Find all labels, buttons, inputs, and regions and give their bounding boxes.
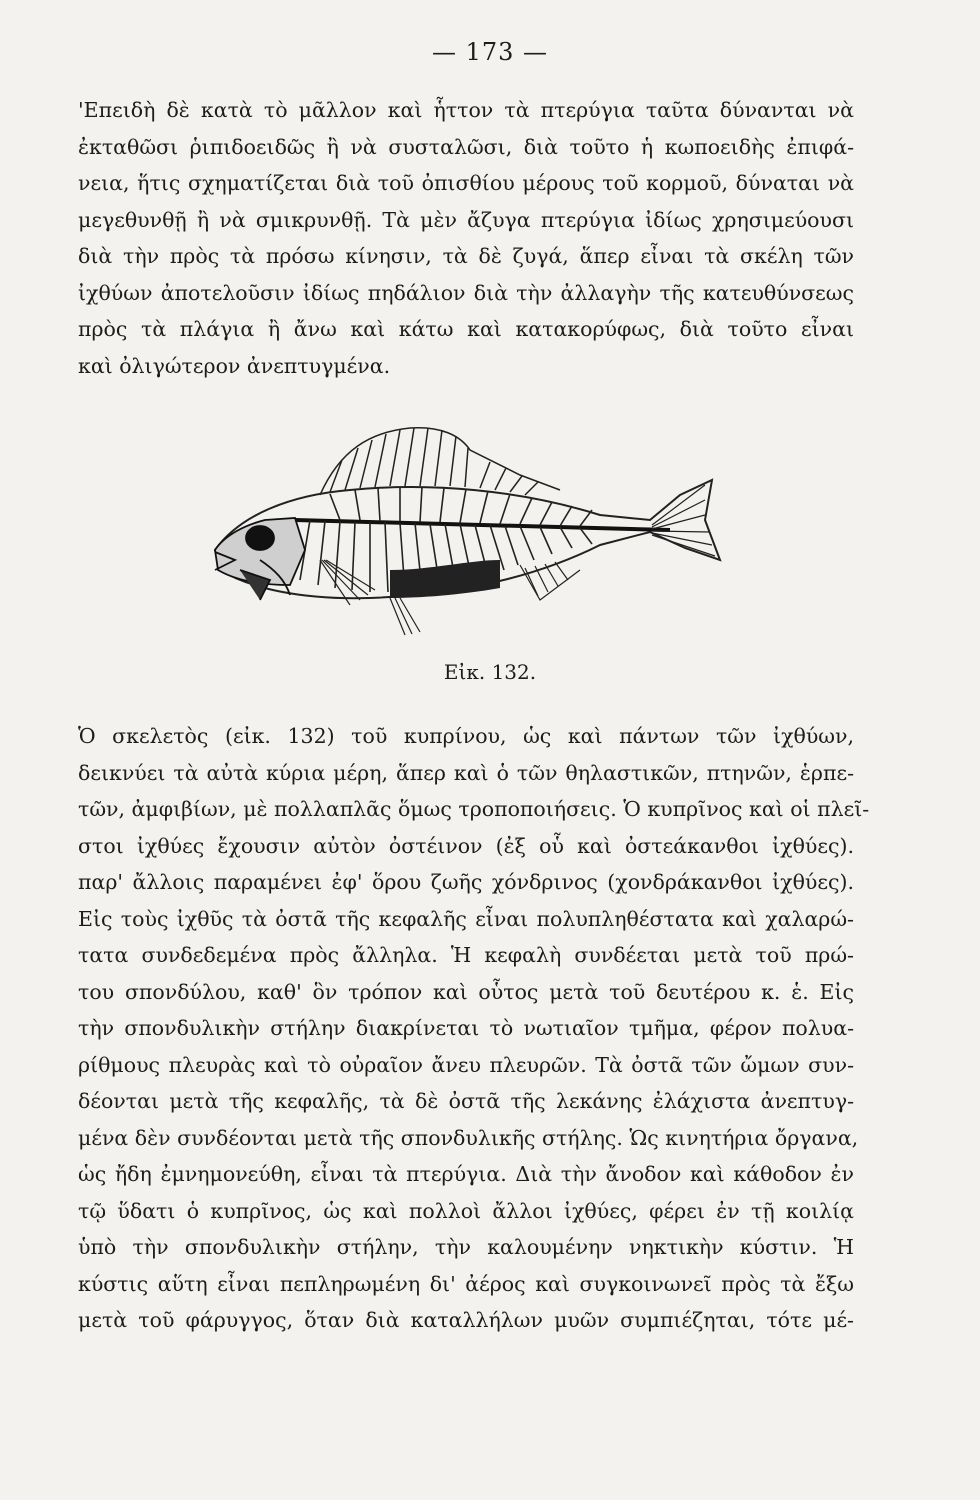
text-line: τατα συνδεδεμένα πρὸς ἄλληλα. Ἡ κεφαλὴ συνδέεται μετὰ τοῦ πρώ-: [78, 943, 854, 967]
text-line: Εἰς τοὺς ἰχθῦς τὰ ὀστᾶ τῆς κεφαλῆς εἶναι πολυπληθέστατα καὶ χαλαρώ-: [78, 906, 854, 931]
text-line: ἐκταθῶσι ῥιπιδοειδῶς ἢ νὰ συσταλῶσι, διὰ τοῦτο ἡ κωποειδὴς ἐπιφά-: [78, 134, 854, 159]
text-line: τῷ ὕδατι ὁ κυπρῖνος, ὡς καὶ πολλοὶ ἄλλοι ἰχθύες, φέρει ἐν τῇ κοιλίᾳ: [78, 1198, 854, 1223]
paragraph-skeleton: [78, 718, 870, 1339]
dorsal-fin: [320, 428, 560, 495]
text-line: παρ' ἄλλοις παραμένει ἐφ' ὅρου ζωῆς χόνδρινος (χονδράκανθοι ἰχθύες).: [78, 870, 854, 894]
text-line: στοι ἰχθύες ἔχουσιν αὐτὸν ὀστέινον (ἐξ οὗ καὶ ὀστεάκανθοι ἰχθύες).: [78, 833, 854, 858]
text-line: ρίθμους πλευρὰς καὶ τὸ οὐραῖον ἄνευ πλευρῶν. Τὰ ὀστᾶ τῶν ὤμων συν-: [78, 1052, 854, 1077]
text-line: νεια, ἥτις σχηματίζεται διὰ τοῦ ὀπισθίου μέρους τοῦ κορμοῦ, δύναται νὰ: [78, 171, 854, 195]
figure-caption: Εἰκ. 132.: [443, 660, 537, 684]
page-number: — 173 —: [431, 38, 549, 66]
paragraph-fins: [78, 92, 854, 384]
skull: [215, 518, 305, 600]
text-line: ἰχθύων ἀποτελοῦσιν ἰδίως πηδάλιον διὰ τὴν ἀλλαγὴν τῆς κατευθύνσεως: [78, 280, 854, 305]
text-line: πρὸς τὰ πλάγια ἢ ἄνω καὶ κάτω καὶ κατακορύφως, διὰ τοῦτο εἶναι: [78, 317, 854, 341]
text-line: καὶ ὀλιγώτερον ἀνεπτυγμένα.: [78, 353, 391, 378]
text-line: ὑπὸ τὴν σπονδυλικὴν στήλην, τὴν καλουμένην νηκτικὴν κύστιν. Ἡ: [78, 1235, 854, 1259]
text-line: ὡς ἤδη ἐμνημονεύθη, εἶναι τὰ πτερύγια. Διὰ τὴν ἄνοδον καὶ κάθοδον ἐν: [78, 1162, 854, 1186]
fish-skeleton-illustration: [200, 420, 740, 650]
text-line: Ὁ σκελετὸς (εἰκ. 132) τοῦ κυπρίνου, ὡς καὶ πάντων τῶν ἰχθύων,: [78, 724, 854, 748]
text-line: κύστις αὕτη εἶναι πεπληρωμένη δι' ἀέρος καὶ συγκοινωνεῖ πρὸς τὰ ἔξω: [78, 1271, 854, 1296]
anal-fin: [520, 562, 580, 600]
text-line: διὰ τὴν πρὸς τὰ πρόσω κίνησιν, τὰ δὲ ζυγά, ἅπερ εἶναι τὰ σκέλη τῶν: [78, 244, 854, 268]
text-line: δεικνύει τὰ αὐτὰ κύρια μέρη, ἅπερ καὶ ὁ τῶν θηλαστικῶν, πτηνῶν, ἑρπε-: [78, 760, 854, 785]
text-line: τὴν σπονδυλικὴν στήλην διακρίνεται τὸ νωτιαῖον τμῆμα, φέρον πολυα-: [78, 1016, 854, 1040]
text-line: μετὰ τοῦ φάρυγγος, ὅταν διὰ καταλλήλων μυῶν συμπιέζηται, τότε μέ-: [78, 1308, 854, 1332]
text-line: μένα δὲν συνδέονται μετὰ τῆς σπονδυλικῆς στήλης. Ὡς κινητήρια ὄργανα,: [78, 1125, 859, 1150]
text-line: τῶν, ἀμφιβίων, μὲ πολλαπλᾶς ὅμως τροποποιήσεις. Ὁ κυπρῖνος καὶ οἱ πλεῖ-: [78, 797, 870, 821]
text-line: 'Επειδὴ δὲ κατὰ τὸ μᾶλλον καὶ ἧττον τὰ πτερύγια ταῦτα δύνανται νὰ: [78, 98, 854, 122]
text-line: του σπονδύλου, καθ' ὃν τρόπον καὶ οὗτος μετὰ τοῦ δευτέρου κ. ἑ. Εἰς: [78, 979, 854, 1004]
text-line: δέονται μετὰ τῆς κεφαλῆς, τὰ δὲ ὀστᾶ τῆς λεκάνης ἐλάχιστα ἀνεπτυγ-: [78, 1089, 854, 1113]
pelvic-fin: [390, 598, 420, 635]
spine: [295, 520, 670, 530]
text-line: μεγεθυνθῇ ἢ νὰ σμικρυνθῇ. Τὰ μὲν ἄζυγα πτερύγια ἰδίως χρησιμεύουσι: [78, 207, 854, 232]
